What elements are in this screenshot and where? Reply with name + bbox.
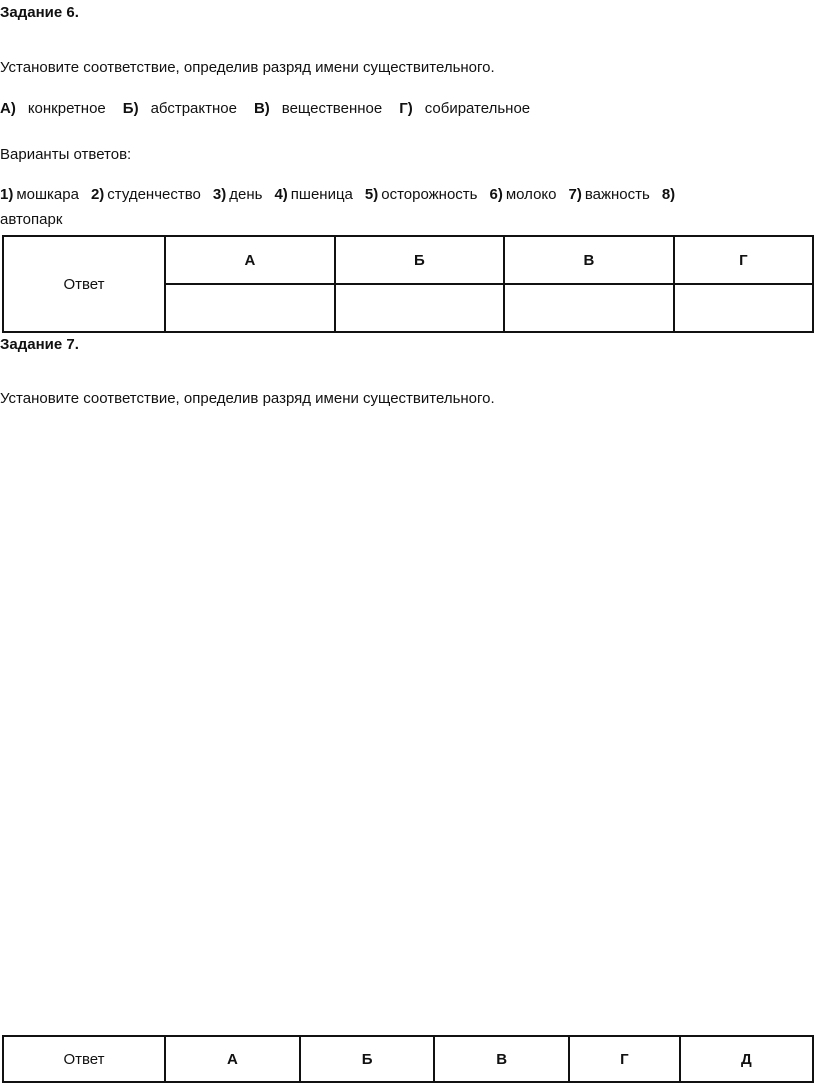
task7-instruction: Установите соответствие, определив разряд имени существительного. bbox=[0, 390, 495, 407]
option-3: 3) день bbox=[212, 186, 263, 203]
column-header-b: Б bbox=[300, 1036, 434, 1082]
column-header-d: Д bbox=[680, 1036, 813, 1082]
task6-options-title: Варианты ответов: bbox=[0, 146, 132, 163]
task6-instruction: Установите соответствие, определив разряд имени существительного. bbox=[0, 59, 495, 76]
category-a: А) конкретное bbox=[0, 100, 106, 117]
option-5: 5) осторожность bbox=[364, 186, 478, 203]
option-1: 1) мошкара bbox=[0, 186, 79, 203]
option-4: 4) пшеница bbox=[274, 186, 353, 203]
option-6: 6) молоко bbox=[489, 186, 557, 203]
answer-cell-v[interactable] bbox=[504, 284, 674, 332]
column-header-a: А bbox=[165, 1036, 300, 1082]
category-b: Б) абстрактное bbox=[122, 100, 237, 117]
answer-cell-g[interactable] bbox=[674, 284, 813, 332]
task7-title: Задание 7. bbox=[0, 336, 79, 353]
column-header-b: Б bbox=[335, 236, 504, 284]
category-v: В) вещественное bbox=[253, 100, 383, 117]
option-7: 7) важность bbox=[568, 186, 650, 203]
task6-categories bbox=[0, 100, 547, 118]
column-header-g: Г bbox=[674, 236, 813, 284]
column-header-a: А bbox=[165, 236, 335, 284]
option-8-num: 8) bbox=[661, 186, 676, 203]
task7-answer-table bbox=[2, 1035, 814, 1083]
answer-cell-b[interactable] bbox=[335, 284, 504, 332]
answer-row-label: Ответ bbox=[3, 236, 165, 332]
column-header-v: В bbox=[504, 236, 674, 284]
answer-row-label: Ответ bbox=[3, 1036, 165, 1082]
column-header-g: Г bbox=[569, 1036, 679, 1082]
answer-cell-a[interactable] bbox=[165, 284, 335, 332]
task6-title: Задание 6. bbox=[0, 4, 79, 21]
column-header-v: В bbox=[434, 1036, 569, 1082]
option-2: 2) студенчество bbox=[90, 186, 201, 203]
category-g: Г) собирательное bbox=[399, 100, 531, 117]
task6-answer-table bbox=[2, 235, 814, 333]
task6-options-line-1 bbox=[0, 186, 678, 204]
option-8-word: автопарк bbox=[0, 211, 63, 228]
